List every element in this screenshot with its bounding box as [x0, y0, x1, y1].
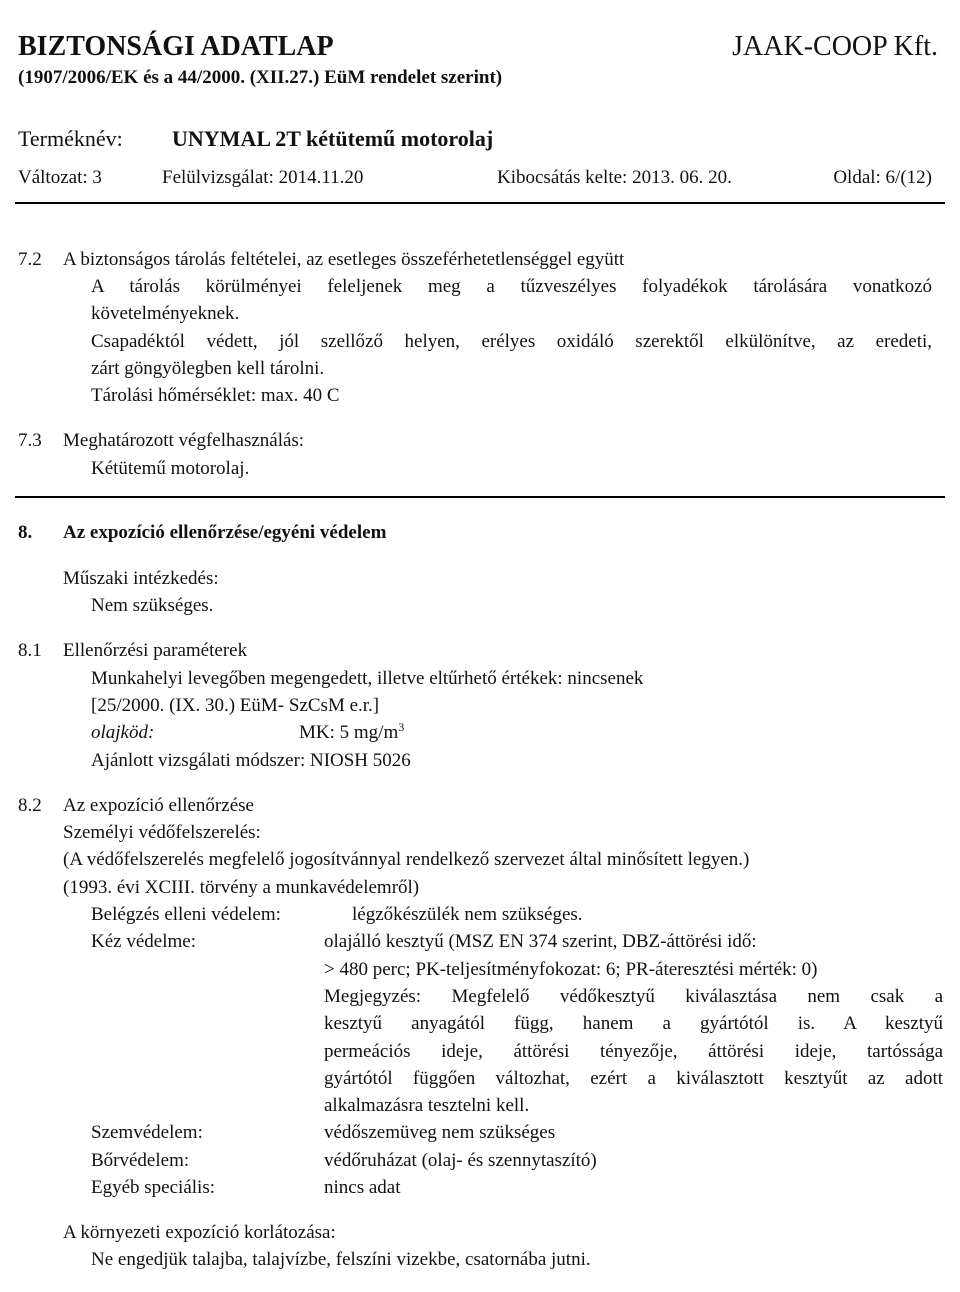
oil-mist-value: MK: 5 $mg/m^3$: [299, 720, 405, 743]
section-8-title: Az expozíció ellenőrzése/egyéni védelem: [63, 522, 387, 543]
product-label: Terméknév:: [18, 126, 123, 151]
section-8-number: 8.: [18, 522, 33, 543]
storage-text-line-3: Csapadéktól védett, jól szellőző helyen, erélyes oxidáló szerektől elkülönítve, az eredeti,: [91, 331, 932, 352]
hand-protection-label: Kéz védelme:: [91, 931, 196, 952]
other-special-label: Egyéb speciális:: [91, 1177, 215, 1198]
section-divider: [15, 496, 945, 498]
respiratory-protection-value: légzőkészülék nem szükséges.: [352, 904, 583, 925]
hand-protection-line-5: permeációs ideje, áttörési tényezője, áttörési ideje, tartóssága: [324, 1041, 943, 1062]
section-8-1-title: Ellenőrzési paraméterek: [63, 640, 248, 661]
ppe-note-1: (A védőfelszerelés megfelelő jogosítvánnyal rendelkező szervezet által minősített legyen.): [63, 849, 750, 870]
regulation-subtitle: (1907/2006/EK és a 44/2000. (XII.27.) EüM rendelet szerint): [18, 67, 503, 88]
recommended-method: Ajánlott vizsgálati módszer: NIOSH 5026: [91, 750, 411, 771]
hand-protection-line-7: alkalmazásra tesztelni kell.: [324, 1095, 530, 1116]
oil-mist-label: olajköd:: [91, 722, 155, 743]
environmental-exposure-label: A környezeti expozíció korlátozása:: [63, 1222, 336, 1243]
hand-protection-line-3: Megjegyzés: Megfelelő védőkesztyű kiválasztása nem csak a: [324, 986, 943, 1007]
skin-protection-label: Bőrvédelem:: [91, 1150, 190, 1171]
hand-protection-line-2: > 480 perc; PK-teljesítményfokozat: 6; PR-áteresztési mérték: 0): [324, 959, 818, 980]
storage-text-line-1: A tárolás körülményei feleljenek meg a tűzveszélyes folyadékok tárolására vonatkozó: [91, 276, 932, 297]
eye-protection-value: védőszemüveg nem szükséges: [324, 1122, 556, 1143]
hand-protection-line-6: gyártótól függően változhat, ezért a kiválasztott kesztyűt az adott: [324, 1068, 943, 1089]
section-8-1-number: 8.1: [18, 640, 42, 661]
revision-date: Felülvizsgálat: 2014.11.20: [162, 167, 364, 188]
storage-temperature: Tárolási hőmérséklet: max. 40 C: [91, 385, 340, 406]
section-7-2-number: 7.2: [18, 249, 42, 270]
oil-mist-unit-exponent: 3: [398, 720, 405, 734]
ppe-label: Személyi védőfelszerelés:: [63, 822, 261, 843]
technical-measures-value: Nem szükséges.: [91, 595, 214, 616]
section-8-2-number: 8.2: [18, 795, 42, 816]
regulation-reference: [25/2000. (IX. 30.) EüM- SzCsM e.r.]: [91, 695, 380, 716]
storage-text-line-4: zárt göngyölegben kell tárolni.: [91, 358, 325, 379]
company-name: JAAK-COOP Kft.: [732, 31, 938, 62]
section-7-3-number: 7.3: [18, 430, 42, 451]
end-use-value: Kétütemű motorolaj.: [91, 458, 250, 479]
section-7-2-title: A biztonságos tárolás feltételei, az esetleges összeférhetetlenséggel együtt: [63, 249, 625, 270]
respiratory-protection-label: Belégzés elleni védelem:: [91, 904, 281, 925]
hand-protection-line-1: olajálló kesztyű (MSZ EN 374 szerint, DBZ-áttörési idő:: [324, 931, 757, 952]
section-7-3-title: Meghatározott végfelhasználás:: [63, 430, 305, 451]
header-divider: [15, 202, 945, 204]
environmental-exposure-value: Ne engedjük talajba, talajvízbe, felszíni vizekbe, csatornába jutni.: [91, 1249, 591, 1270]
product-name: UNYMAL 2T kétütemű motorolaj: [172, 126, 494, 151]
document-title: BIZTONSÁGI ADATLAP: [18, 31, 334, 62]
exposure-limits-text: Munkahelyi levegőben megengedett, illetve eltűrhető értékek: nincsenek: [91, 668, 644, 689]
issue-date: Kibocsátás kelte: 2013. 06. 20.: [497, 167, 732, 188]
eye-protection-label: Szemvédelem:: [91, 1122, 203, 1143]
section-8-2-title: Az expozíció ellenőrzése: [63, 795, 254, 816]
page-number: Oldal: 6/(12): [833, 167, 932, 188]
skin-protection-value: védőruházat (olaj- és szennytaszító): [324, 1150, 597, 1171]
ppe-note-2: (1993. évi XCIII. törvény a munkavédelemről): [63, 877, 420, 898]
storage-text-line-2: követelményeknek.: [91, 303, 240, 324]
version: Változat: 3: [18, 167, 102, 188]
hand-protection-line-4: kesztyű anyagától függ, hanem a gyártótól is. A kesztyű: [324, 1013, 943, 1034]
other-special-value: nincs adat: [324, 1177, 401, 1198]
technical-measures-label: Műszaki intézkedés:: [63, 568, 219, 589]
